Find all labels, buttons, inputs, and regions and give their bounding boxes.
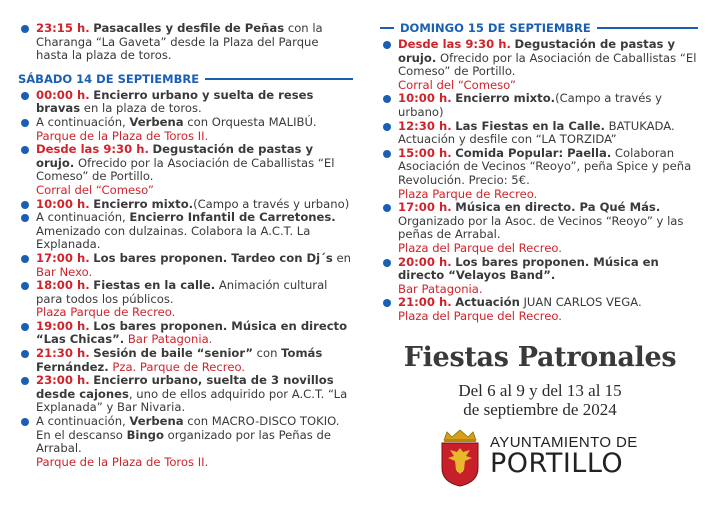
bullet-icon: [21, 201, 29, 209]
event-title-2: Tomás Fernández.: [36, 346, 323, 374]
bullet-icon: [383, 41, 391, 49]
bullet-icon: [21, 146, 29, 154]
event-desc: Ofrecido por la Asociación de Caballistas “El Comeso” de Portillo.: [398, 50, 697, 79]
event-desc: , uno de ellos adquirido por A.C.T. “La Explanada” y Bar Nivaria.: [36, 386, 348, 415]
event-item: [18, 211, 353, 252]
left-column: [18, 0, 353, 469]
event-place: Bar Patagonia.: [127, 332, 213, 347]
event-desc: en: [332, 250, 351, 265]
bullet-icon: [21, 377, 29, 385]
event-title: Los bares proponen. Tardeo con Dj´s: [93, 250, 333, 265]
event-time: 00:00 h.: [36, 87, 90, 102]
bullet-icon: [21, 255, 29, 263]
event-item: [18, 22, 353, 63]
event-item: [380, 296, 698, 323]
dates-line-1: Del 6 al 9 y del 13 al 15: [458, 381, 622, 400]
event-time: 10:00 h.: [36, 196, 90, 211]
divider: [380, 27, 394, 29]
coat-of-arms-icon: [438, 428, 482, 488]
event-item: [18, 279, 353, 320]
event-title: Encierro mixto.: [455, 91, 556, 106]
event-desc: Colaboran Asociación de Vecinos “Reoyo”, peña Spice y peña Revolución. Precio: 5€.: [398, 145, 692, 187]
event-place: Plaza Parque de Recreo.: [36, 305, 176, 320]
event-place: Bar Nexo.: [36, 264, 93, 279]
event-time: 18:00 h.: [36, 278, 90, 293]
dates-line-2: de septiembre de 2024: [463, 400, 617, 419]
event-desc: Animación cultural para todos los públicos.: [36, 278, 328, 306]
bullet-icon: [383, 123, 391, 131]
event-desc: Ofrecido por la Asociación de Caballistas “El Comeso” de Portillo.: [36, 155, 335, 184]
event-desc: con la Charanga “La Gaveta” desde la Plaza del Parque hasta la plaza de toros.: [36, 21, 323, 63]
event-item: [18, 252, 353, 279]
event-time: 12:30 h.: [398, 118, 452, 133]
event-title: Degustación de pastas y orujo.: [398, 37, 676, 65]
event-item: [380, 201, 698, 255]
event-time: 23:00 h.: [36, 373, 90, 388]
bullet-icon: [21, 92, 29, 100]
event-item: [380, 147, 698, 201]
event-title: Pasacalles y desfile de Peñas: [93, 21, 285, 35]
event-item: [380, 92, 698, 119]
event-desc: con Orquesta MALIBÚ.: [183, 114, 317, 129]
event-time: 10:00 h.: [398, 91, 452, 106]
event-title: Las Fiestas en la Calle.: [455, 118, 605, 133]
event-title: Comida Popular: Paella.: [455, 145, 612, 160]
bullet-icon: [21, 282, 29, 290]
right-column: [380, 0, 698, 323]
bullet-icon: [21, 350, 29, 358]
event-desc: con MACRO-DISCO TOKIO. En el descanso: [36, 414, 340, 442]
bullet-icon: [21, 25, 29, 33]
bullet-icon: [21, 323, 29, 331]
event-time: 23:15 h.: [36, 21, 90, 35]
event-place: Pza. Parque de Recreo.: [112, 359, 246, 374]
bullet-icon: [21, 119, 29, 127]
event-pre: A continuación,: [36, 414, 130, 429]
event-desc: (Campo a través y urbano): [193, 196, 350, 211]
event-time: 17:00 h.: [398, 200, 452, 215]
event-pre: A continuación,: [36, 114, 130, 129]
event-title: Degustación de pastas y orujo.: [36, 142, 314, 170]
event-title: Actuación: [455, 295, 520, 310]
event-place: Plaza del Parque del Recreo.: [398, 240, 562, 255]
event-title: Encierro mixto.: [93, 196, 194, 211]
event-title: Fiestas en la calle.: [93, 278, 216, 293]
event-place: Parque de la Plaza de Toros II.: [36, 454, 209, 469]
event-place: Corral del “Comeso”: [36, 182, 154, 197]
event-place: Parque de la Plaza de Toros II.: [36, 128, 209, 143]
event-title: Música en directo. Pa Qué Más.: [455, 200, 661, 215]
event-title: Los bares proponen. Música en directo “Velayos Band”.: [398, 254, 659, 283]
event-pre: A continuación,: [36, 210, 130, 225]
event-desc: BATUKADA. Actuación y desfile con “LA TORZIDA”: [398, 118, 675, 147]
event-time: Desde las 9:30 h.: [36, 142, 149, 157]
event-item: [380, 38, 698, 92]
bullet-icon: [383, 150, 391, 158]
event-title: Encierro urbano y suelta de reses bravas: [36, 87, 314, 116]
event-desc: Amenizado con dulzainas. Colabora la A.C.T. La Explanada.: [36, 223, 311, 252]
bullet-icon: [383, 95, 391, 103]
event-item: [18, 347, 353, 374]
event-title: Verbena: [129, 114, 184, 129]
section-heading-text: DOMINGO 15 DE SEPTIEMBRE: [400, 21, 591, 35]
event-title: Verbena: [129, 414, 184, 429]
event-place: Corral del “Comeso”: [398, 77, 516, 92]
event-item: [18, 89, 353, 116]
event-title: Encierro urbano, suelta de 3 novillos desde cajones: [36, 373, 334, 401]
section-heading-text: SÁBADO 14 DE SEPTIEMBRE: [18, 71, 200, 86]
event-item: [18, 415, 353, 469]
town-hall-label: AYUNTAMIENTO DE: [490, 434, 638, 451]
festival-title-block: [395, 342, 685, 419]
event-time: 20:00 h.: [398, 254, 452, 269]
event-desc: JUAN CARLOS VEGA.: [519, 295, 642, 310]
bullet-icon: [383, 204, 391, 212]
event-item: [18, 198, 353, 212]
festival-dates: [395, 381, 685, 419]
event-time: 21:00 h.: [398, 295, 452, 310]
event-item: [18, 374, 353, 415]
event-title-2: Bingo: [126, 427, 164, 442]
event-desc: (Campo a través y urbano): [398, 91, 663, 119]
town-name: PORTILLO: [490, 448, 624, 479]
bullet-icon: [383, 299, 391, 307]
bullet-icon: [21, 418, 29, 426]
section-heading-sunday: [380, 20, 698, 36]
event-time: Desde las 9:30 h.: [398, 37, 511, 51]
event-time: 21:30 h.: [36, 346, 90, 361]
town-hall-logo: [438, 428, 648, 490]
event-item: [18, 143, 353, 197]
event-time: 17:00 h.: [36, 250, 90, 265]
event-place: Bar Patagonia.: [398, 281, 483, 296]
bullet-icon: [21, 214, 29, 222]
event-desc-2: organizado por las Peñas de Arrabal.: [36, 427, 331, 456]
event-title: Encierro Infantil de Carretones.: [129, 210, 336, 225]
event-desc: en la plaza de toros.: [80, 101, 202, 116]
bullet-icon: [383, 259, 391, 267]
event-place: Plaza Parque de Recreo.: [398, 186, 538, 201]
event-item: [18, 116, 353, 143]
section-heading-saturday: [18, 71, 353, 87]
event-place: Plaza del Parque del Recreo.: [398, 308, 562, 323]
festival-title: Fiestas Patronales: [403, 342, 677, 373]
divider: [205, 78, 353, 80]
event-item: [380, 256, 698, 297]
event-desc: con: [252, 346, 282, 361]
event-item: [18, 320, 353, 347]
event-time: 19:00 h.: [36, 318, 90, 333]
event-time: 15:00 h.: [398, 145, 452, 160]
event-title: Los bares proponen. Música en directo “Las Chicas”.: [36, 318, 348, 347]
divider: [597, 27, 698, 29]
event-title: Sesión de baile “senior”: [93, 346, 253, 361]
event-item: [380, 120, 698, 147]
event-desc: Organizado por la Asoc. de Vecinos “Reoyo” y las peñas de Arrabal.: [398, 213, 684, 242]
